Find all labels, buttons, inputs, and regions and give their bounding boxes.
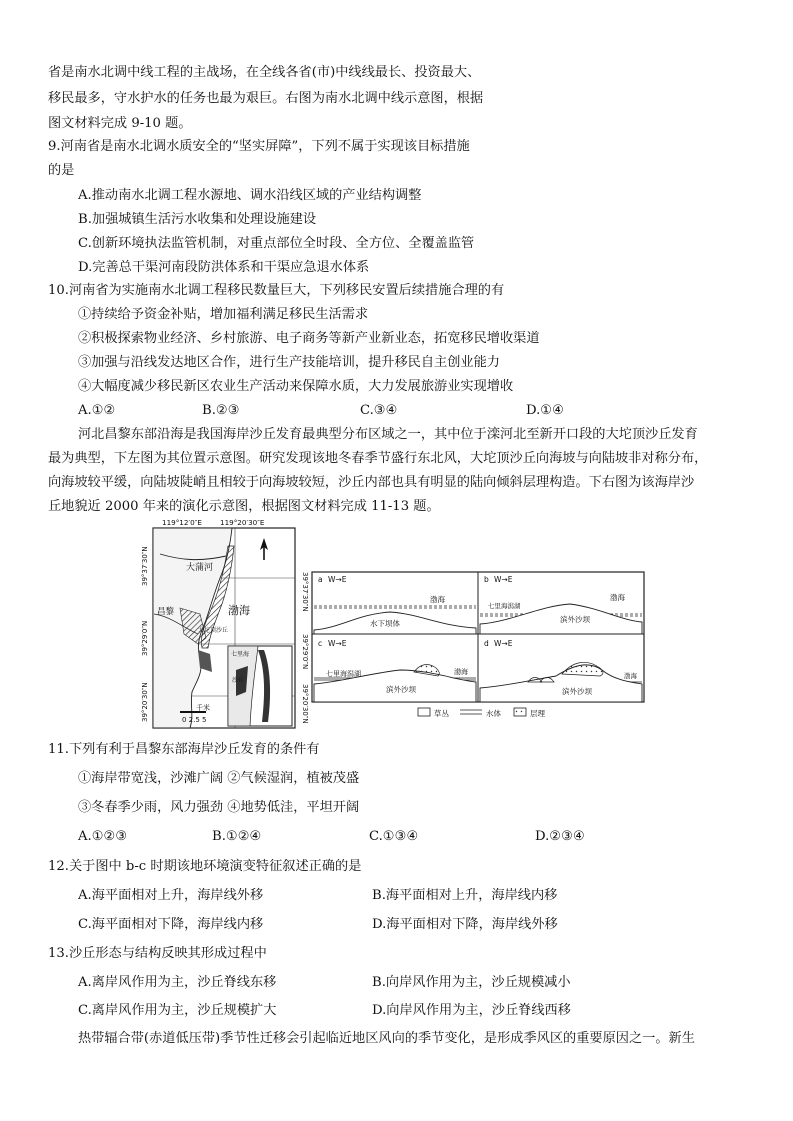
q9-stem: 9.河南省是南水北调水质安全的“坚实屏障”，下列不属于实现该目标措施 [48,139,470,154]
svg-text:渤海: 渤海 [454,668,468,676]
svg-text:水体: 水体 [486,709,501,718]
svg-text:c: c [318,639,323,648]
q12-stem: 12.关于图中 b-c 时期该地环境演变特征叙述正确的是 [48,859,362,874]
q10-option-d: D.①④ [526,403,564,418]
q9-stem-cont: 的是 [48,163,75,178]
svg-text:七里海潟湖: 七里海潟湖 [488,602,521,610]
svg-text:滨外沙坝: 滨外沙坝 [386,685,416,694]
q10-option-c: C.③④ [360,403,398,418]
svg-text:七里海潟湖: 七里海潟湖 [326,670,361,678]
passage2-line-3: 向海坡较平缓，向陆坡陡峭且相较于向海坡较短，沙丘内部也具有明显的陆向倾斜层理构造。下右图为该海岸沙 [48,475,695,490]
q10-stem: 10.河南省为实施南水北调工程移民数量巨大，下列移民安置后续措施合理的有 [48,283,505,298]
q12-option-b: B.海平面相对上升，海岸线内移 [372,888,558,903]
scale-unit: 千米 [196,704,210,712]
passage3-line-1: 热带辐合带(赤道低压带)季节性迁移会引起临近地区风向的季节变化，是形成季风区的重要原因之一。新生 [78,1031,695,1046]
location-map [140,516,310,736]
svg-text:a: a [318,575,323,584]
q11-option-c: C.①③④ [369,829,419,844]
lat-label-3-right: 39°20′30″N [301,684,309,724]
lat-label-2-right: 39°29′0″N [301,634,309,670]
river-label: 大蒲河 [186,563,214,573]
svg-text:水下坝体: 水下坝体 [370,619,400,628]
svg-text:W→E: W→E [494,639,513,648]
svg-text:滨外沙坝: 滨外沙坝 [562,687,592,696]
svg-text:草丛: 草丛 [434,709,449,718]
dune-evolution-diagram [310,570,648,720]
q10-statement-1: ①持续给予资金补贴，增加福利满足移民生活需求 [78,307,369,322]
passage2-line-1: 河北昌黎东部沿海是我国海岸沙丘发育最典型分布区域之一，其中位于滦河北至新开口段的大坨顶沙丘发育 [78,427,698,442]
svg-text:滨外沙坝: 滨外沙坝 [560,615,590,624]
q11-option-a: A.①②③ [78,829,128,844]
q12-option-a: A.海平面相对上升，海岸线外移 [78,888,264,903]
dune-label: 大坨顶沙丘 [198,627,229,634]
q10-statement-2: ②积极探索物业经济、乡村旅游、电子商务等新产业新业态，拓宽移民增收渠道 [78,331,540,346]
q9-option-b: B.加强城镇生活污水收集和处理设施建设 [78,212,317,227]
svg-text:渤海: 渤海 [610,593,625,602]
q9-option-d: D.完善总干渠河南段防洪体系和干渠应急退水体系 [78,260,370,275]
lon-label-2: 119°20′30″E [220,518,265,527]
q10-option-b: B.②③ [202,403,240,418]
q13-option-b: B.向岸风作用为主，沙丘规模减小 [372,975,571,990]
q11-statements-34: ③冬春季少雨，风力强劲 ④地势低洼，平坦开阔 [78,800,360,815]
q13-option-a: A.离岸风作用为主，沙丘脊线东移 [78,975,277,990]
svg-text:层理: 层理 [530,709,545,718]
q13-stem: 13.沙丘形态与结构反映其形成过程中 [48,946,267,961]
q13-option-c: C.离岸风作用为主，沙丘规模扩大 [78,1003,277,1018]
passage2-line-2: 最为典型，下左图为其位置示意图。研究发现该地冬春季节盛行东北风，大坨顶沙丘向海坡与向陆坡非对称分布， [48,451,708,466]
q10-statement-4: ④大幅度减少移民新区农业生产活动来保障水质，大力发展旅游业实现增收 [78,379,514,394]
q10-statement-3: ③加强与沿线发达地区合作，进行生产技能培训，提升移民自主创业能力 [78,355,500,370]
q10-option-a: A.①② [78,403,116,418]
svg-text:W→E: W→E [328,575,347,584]
q9-option-a: A.推动南水北调工程水源地、调水沿线区域的产业结构调整 [78,188,422,203]
svg-text:渤海: 渤海 [430,595,445,604]
q9-option-c: C.创新环境执法监管机制，对重点部位全时段、全方位、全覆盖监管 [78,236,475,251]
q11-option-d: D.②③④ [535,829,585,844]
svg-text:d: d [484,639,489,648]
inset-label-1: 七里海 [231,651,250,658]
q13-option-d: D.向岸风作用为主，沙丘脊线西移 [372,1003,571,1018]
intro-line-2: 移民最多，守水护水的任务也最为艰巨。右图为南水北调中线示意图，根据 [48,91,484,106]
intro-line-3: 图文材料完成 9-10 题。 [48,116,192,131]
legend-bedding-icon [514,708,526,716]
legend-grass-icon [418,708,430,716]
q11-stem: 11.下列有利于昌黎东部海岸沙丘发育的条件有 [48,742,320,757]
lat-label-1-right: 39°37′30″N [301,572,309,612]
diagram-legend [418,708,545,718]
sea-label: 渤海 [228,604,250,617]
inset-label-2: 沙丘 [232,677,245,684]
q12-option-d: D.海平面相对下降，海岸线外移 [372,917,558,932]
svg-text:W→E: W→E [328,639,347,648]
svg-text:b: b [484,575,489,584]
q11-statements-12: ①海岸带宽浅，沙滩广阔 ②气候湿润，植被茂盛 [78,771,360,786]
q12-option-c: C.海平面相对下降，海岸线内移 [78,917,264,932]
svg-text:渤海: 渤海 [624,672,637,680]
lat-label-2-left: 39°29′0″N [141,620,149,656]
lat-label-3-left: 39°20′30″N [141,682,149,722]
svg-text:W→E: W→E [494,575,513,584]
passage2-line-4: 丘地貌近 2000 年来的演化示意图，根据图文材料完成 11-13 题。 [48,499,440,514]
city-label: 昌黎 [157,607,175,617]
q11-option-b: B.①②④ [212,829,262,844]
lat-label-1-left: 39°37′30″N [141,546,149,586]
lon-label-1: 119°12′0″E [162,518,202,527]
intro-line-1: 省是南水北调中线工程的主战场，在全线各省(市)中线线最长、投资最大、 [48,65,481,80]
scale-label: 0 2.5 5 [182,716,207,724]
